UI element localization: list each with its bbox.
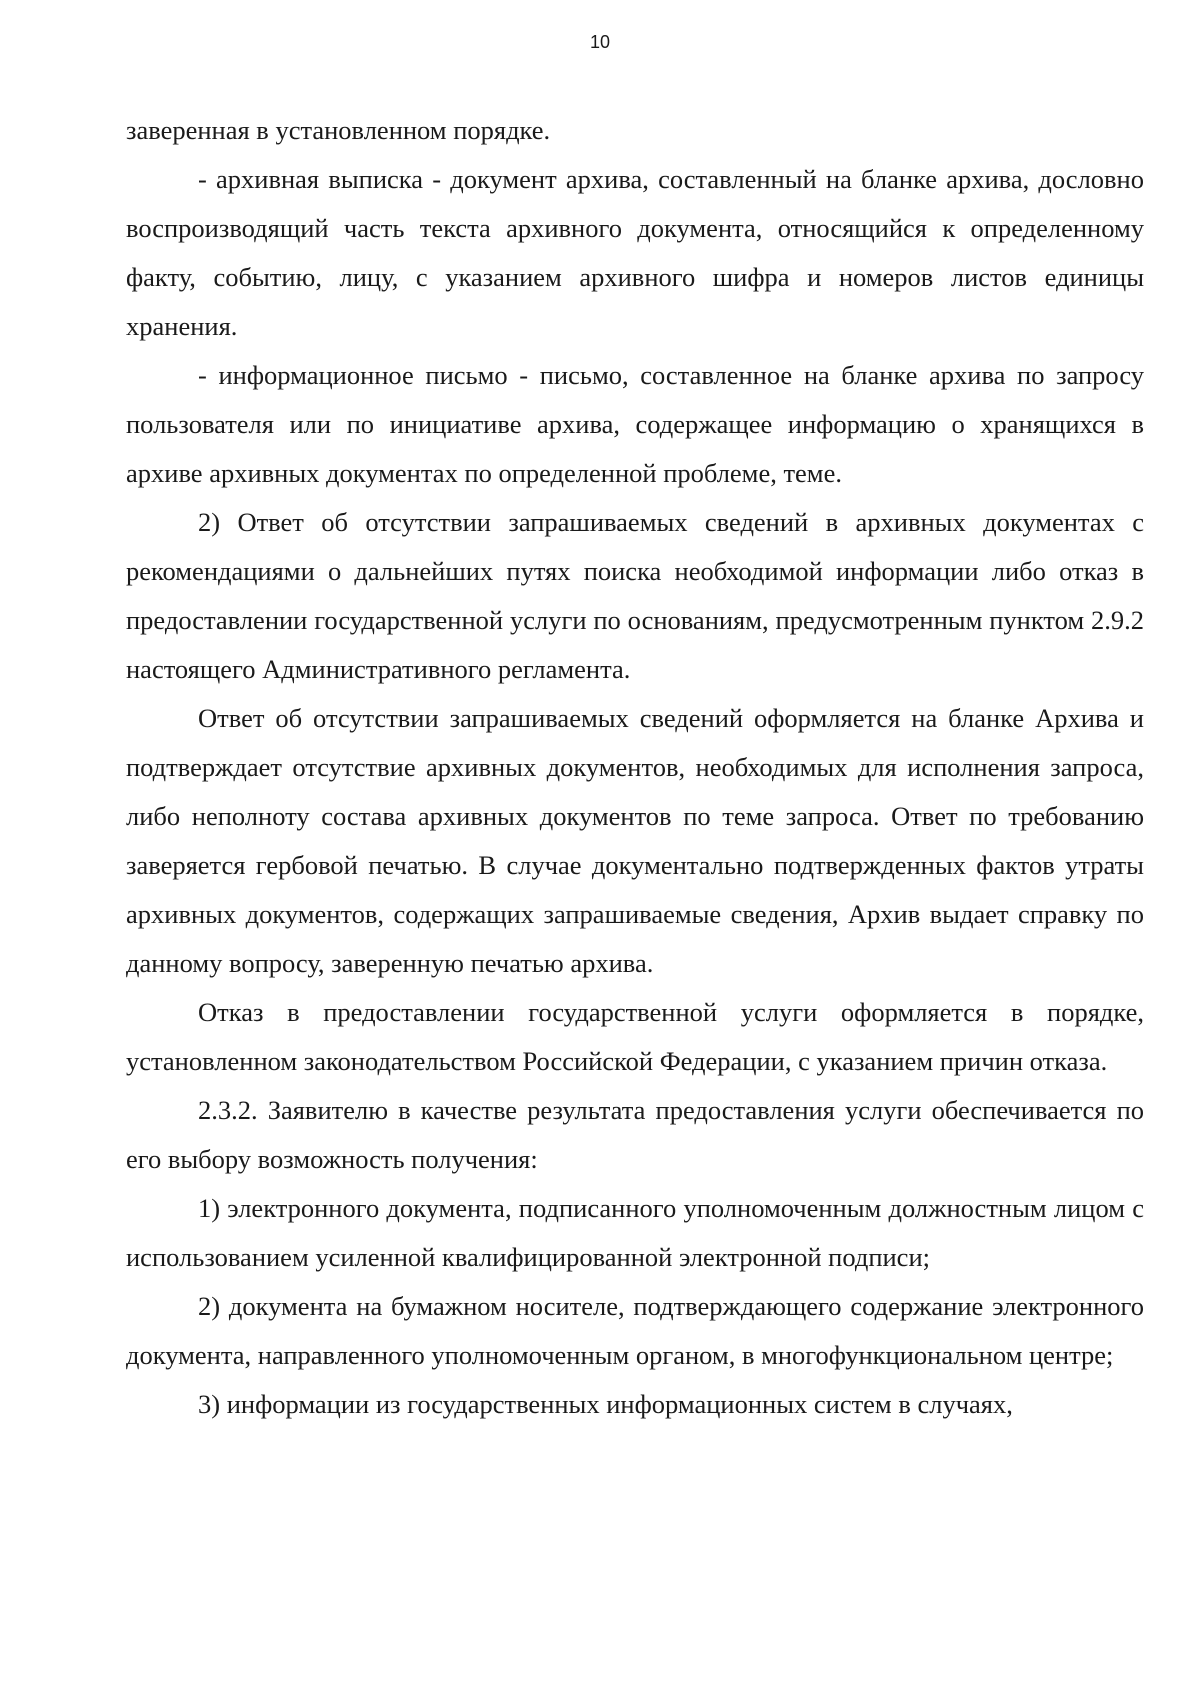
paragraph-archival-extract: - архивная выписка - документ архива, составленный на бланке архива, дословно воспроизводящий часть текста архивного документа, относящийся к определенному факту, событию, лицу, с указанием архивного шифра и номеров листов единицы хранения. — [126, 164, 1144, 341]
paragraph-2-3-2: 2.3.2. Заявителю в качестве результата предоставления услуги обеспечивается по его выбору возможность получения: — [126, 1095, 1144, 1174]
paragraph-refusal: Отказ в предоставлении государственной услуги оформляется в порядке, установленном законодательством Российской Федерации, с указанием причин отказа. — [126, 997, 1144, 1076]
list-item-paper-document: 2) документа на бумажном носителе, подтверждающего содержание электронного документа, направленного уполномоченным органом, в многофункциональном центре; — [126, 1291, 1144, 1370]
document-body — [126, 106, 1144, 1429]
paragraph-absence-response: 2) Ответ об отсутствии запрашиваемых сведений в архивных документах с рекомендациями о дальнейших путях поиска необходимой информации либо отказ в предоставлении государственной услуги по основаниям, предусмотренным пунктом 2.9.2 настоящего Административного регламента. — [126, 507, 1144, 684]
paragraph-absence-formatting: Ответ об отсутствии запрашиваемых сведений оформляется на бланке Архива и подтверждает отсутствие архивных документов, необходимых для исполнения запроса, либо неполноту состава архивных документов по теме запроса. Ответ по требованию заверяется гербовой печатью. В случае документально подтвержденных фактов утраты архивных документов, содержащих запрашиваемые сведения, Архив выдает справку по данному вопросу, заверенную печатью архива. — [126, 703, 1144, 978]
paragraph-information-letter: - информационное письмо - письмо, составленное на бланке архива по запросу пользователя или по инициативе архива, содержащее информацию о хранящихся в архиве архивных документах по определенной проблеме, теме. — [126, 360, 1144, 488]
paragraph-continuation: заверенная в установленном порядке. — [126, 115, 551, 145]
page-number: 10 — [589, 32, 611, 52]
list-item-information-systems: 3) информации из государственных информационных систем в случаях, — [198, 1389, 1013, 1419]
list-item-electronic-document: 1) электронного документа, подписанного уполномоченным должностным лицом с использованием усиленной квалифицированной электронной подписи; — [126, 1193, 1144, 1272]
